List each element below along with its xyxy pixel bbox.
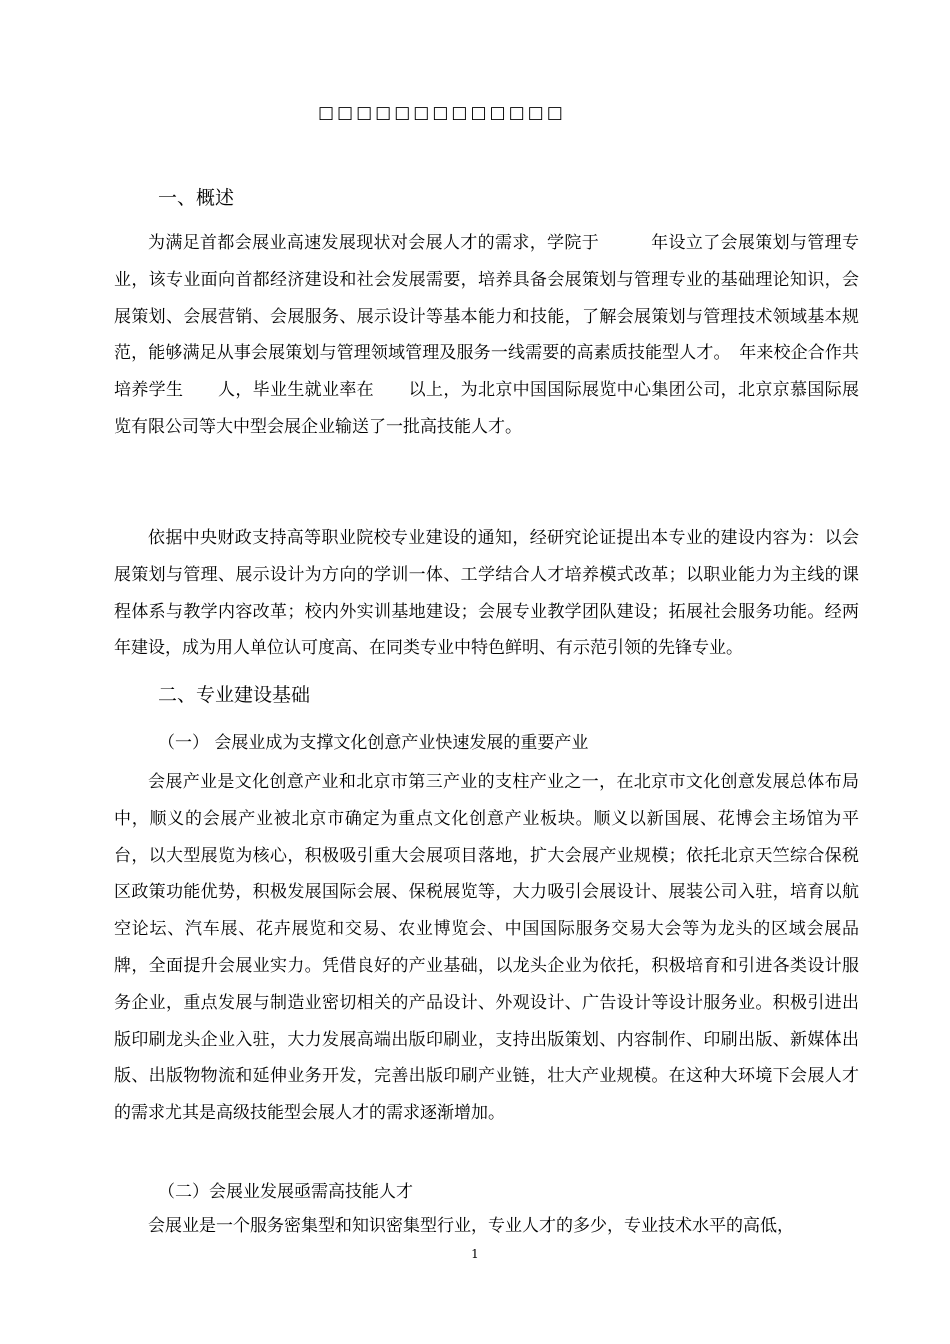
section-heading-foundation: 二、专业建设基础 <box>158 684 311 706</box>
paragraph-overview-1: 为满足首都会展业高速发展现状对会展人才的需求，学院于 年设立了会展策划与管理专业，该专业面向首都经济建设和社会发展需要，培养具备会展策划与管理专业的基础理论知识，会展策划、会展营销、会展服务、展示设计等基本能力和技能，了解会展策划与管理技术领域基本规范，能够满足从事会展策划与管理领域管理及服务一线需要的高素质技能型人才。 年来校企合作共培养学生 人，毕业生就业率在 以上，为北京中国国际展览中心集团公司，北京京慕国际展览有限公司等大中型会展企业输送了一批高技能人才。 <box>114 233 859 437</box>
page-number: 1 <box>471 1247 479 1261</box>
subsection-heading-2: （二）会展业发展亟需高技能人才 <box>158 1182 413 1202</box>
document-title: □□□□□□□□□□□□□ <box>318 103 566 123</box>
subsection-heading-1: （一） 会展业成为支撑文化创意产业快速发展的重要产业 <box>158 733 589 753</box>
paragraph-overview-2: 依据中央财政支持高等职业院校专业建设的通知，经研究论证提出本专业的建设内容为：以会展策划与管理、展示设计为方向的学训一体、工学结合人才培养模式改革；以职业能力为主线的课程体系与教学内容改革；校内外实训基地建设；会展专业教学团队建设；拓展社会服务功能。经两年建设，成为用人单位认可度高、在同类专业中特色鲜明、有示范引领的先锋专业。 <box>114 528 859 659</box>
section-heading-overview: 一、概述 <box>158 187 235 209</box>
paragraph-foundation-2: 会展业是一个服务密集型和知识密集型行业，专业人才的多少，专业技术水平的高低， <box>148 1216 794 1236</box>
paragraph-foundation-1: 会展产业是文化创意产业和北京市第三产业的支柱产业之一，在北京市文化创意发展总体布局中，顺义的会展产业被北京市确定为重点文化创意产业板块。顺义以新国展、花博会主场馆为平台，以大型展览为核心，积极吸引重大会展项目落地，扩大会展产业规模；依托北京天竺综合保税区政策功能优势，积极发展国际会展、保税展览等，大力吸引会展设计、展装公司入驻，培育以航空论坛、汽车展、花卉展览和交易、农业博览会、中国国际服务交易大会等为龙头的区域会展品牌，全面提升会展业实力。凭借良好的产业基础，以龙头企业为依托，积极培育和引进各类设计服务企业，重点发展与制造业密切相关的产品设计、外观设计、广告设计等设计服务业。积极引进出版印刷龙头企业入驻，大力发展高端出版印刷业，支持出版策划、内容制作、印刷出版、新媒体出版、出版物物流和延伸业务开发，完善出版印刷产业链，壮大产业规模。在这种大环境下会展人才的需求尤其是高级技能型会展人才的需求逐渐增加。 <box>114 772 859 1124</box>
